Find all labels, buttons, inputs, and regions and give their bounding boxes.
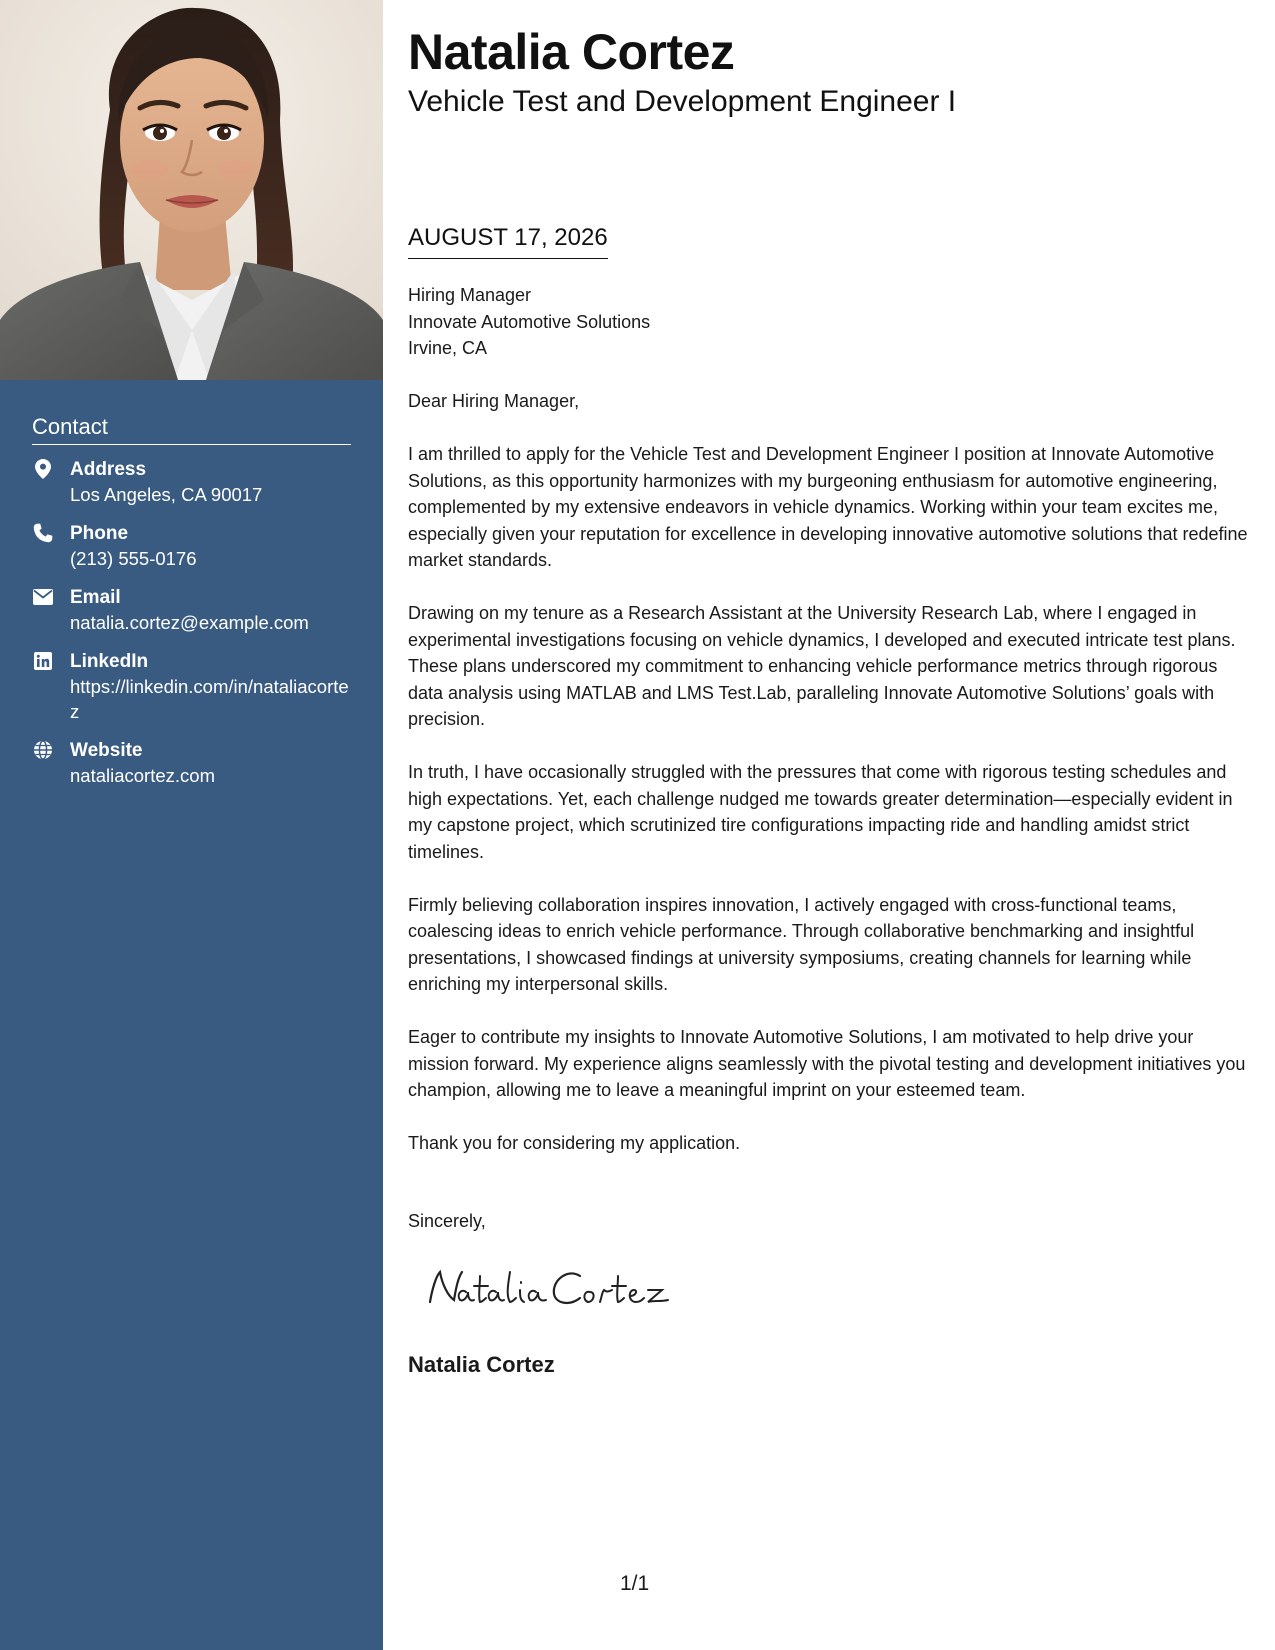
website-link[interactable]: nataliacortez.com <box>70 765 215 786</box>
recipient-line: Hiring Manager <box>408 285 532 305</box>
signer-name: Natalia Cortez <box>408 1352 555 1377</box>
linkedin-link[interactable]: https://linkedin.com/in/nataliacortez <box>70 676 349 722</box>
contact-section <box>32 412 351 802</box>
salutation: Dear Hiring Manager, <box>408 391 580 411</box>
letter-paragraph: I am thrilled to apply for the Vehicle Test and Development Engineer I position at Innovate Automotive Solutions, as this opportunity harmonizes with my burgeoning enthusiasm for automotive engineering, complemented by my extensive endeavors in vehicle dynamics. Working within your team excites me, especially given your reputation for excellence in developing innovative automotive solutions that redefine market standards. <box>408 444 1248 570</box>
portrait-image <box>0 0 383 380</box>
linkedin-icon <box>32 650 54 672</box>
contact-item-website <box>32 738 351 788</box>
recipient-line: Innovate Automotive Solutions <box>408 311 651 332</box>
contact-item-address <box>32 457 351 507</box>
contact-item-phone <box>32 521 351 571</box>
letter-body <box>408 388 1248 1183</box>
contact-label: Phone <box>70 523 129 544</box>
contact-label: Website <box>70 740 143 761</box>
contact-item-linkedin <box>32 649 351 724</box>
letter-date: AUGUST 17, 2026 <box>408 222 608 259</box>
sidebar <box>0 0 383 1650</box>
email-link[interactable]: natalia.cortez@example.com <box>70 612 309 633</box>
phone-icon <box>32 522 54 544</box>
contact-list <box>32 457 351 788</box>
recipient-block <box>408 282 650 362</box>
contact-label: LinkedIn <box>70 651 149 672</box>
closing: Sincerely, <box>408 1211 486 1231</box>
phone-value: (213) 555-0176 <box>70 548 197 569</box>
globe-icon <box>32 739 54 761</box>
letter-paragraph: Drawing on my tenure as a Research Assistant at the University Research Lab, where I engaged in experimental investigations focusing on vehicle dynamics, I developed and executed intricate test plans. These plans underscored my commitment to enhancing vehicle performance metrics through rigorous data analysis using MATLAB and LMS Test.Lab, paralleling Innovate Automotive Solutions’ goals with precision. <box>408 603 1236 729</box>
contact-label: Address <box>70 459 147 480</box>
contact-heading: Contact <box>32 412 351 445</box>
envelope-icon <box>32 586 54 608</box>
applicant-name: Natalia Cortez <box>408 24 735 80</box>
contact-item-email <box>32 585 351 635</box>
map-pin-icon <box>32 458 54 480</box>
handwritten-signature <box>422 1262 682 1318</box>
page-number: 1/1 <box>620 1572 650 1595</box>
letter-paragraph: Firmly believing collaboration inspires innovation, I actively engaged with cross-functional teams, coalescing ideas to enrich vehicle performance. Through collaborative benchmarking and insightful presentations, I showcased findings at university symposiums, creating channels for learning while enriching my interpersonal skills. <box>408 894 1195 994</box>
job-title: Vehicle Test and Development Engineer I <box>408 85 957 118</box>
letter-paragraph: Eager to contribute my insights to Innovate Automotive Solutions, I am motivated to help drive your mission forward. My experience aligns seamlessly with the pivotal testing and development initiatives you champion, allowing me to leave a meaningful imprint on your esteemed team. <box>408 1027 1246 1100</box>
recipient-line: Irvine, CA <box>408 338 488 358</box>
address-value: Los Angeles, CA 90017 <box>70 484 263 505</box>
contact-label: Email <box>70 587 121 608</box>
profile-photo <box>0 0 383 380</box>
letter-paragraph: Thank you for considering my application. <box>408 1133 741 1153</box>
letter-paragraph: In truth, I have occasionally struggled with the pressures that come with rigorous testing schedules and high expectations. Yet, each challenge nudged me towards greater determination—especially evident in my capstone project, which scrutinized tire configurations impacting ride and handling amidst strict timelines. <box>408 762 1233 862</box>
